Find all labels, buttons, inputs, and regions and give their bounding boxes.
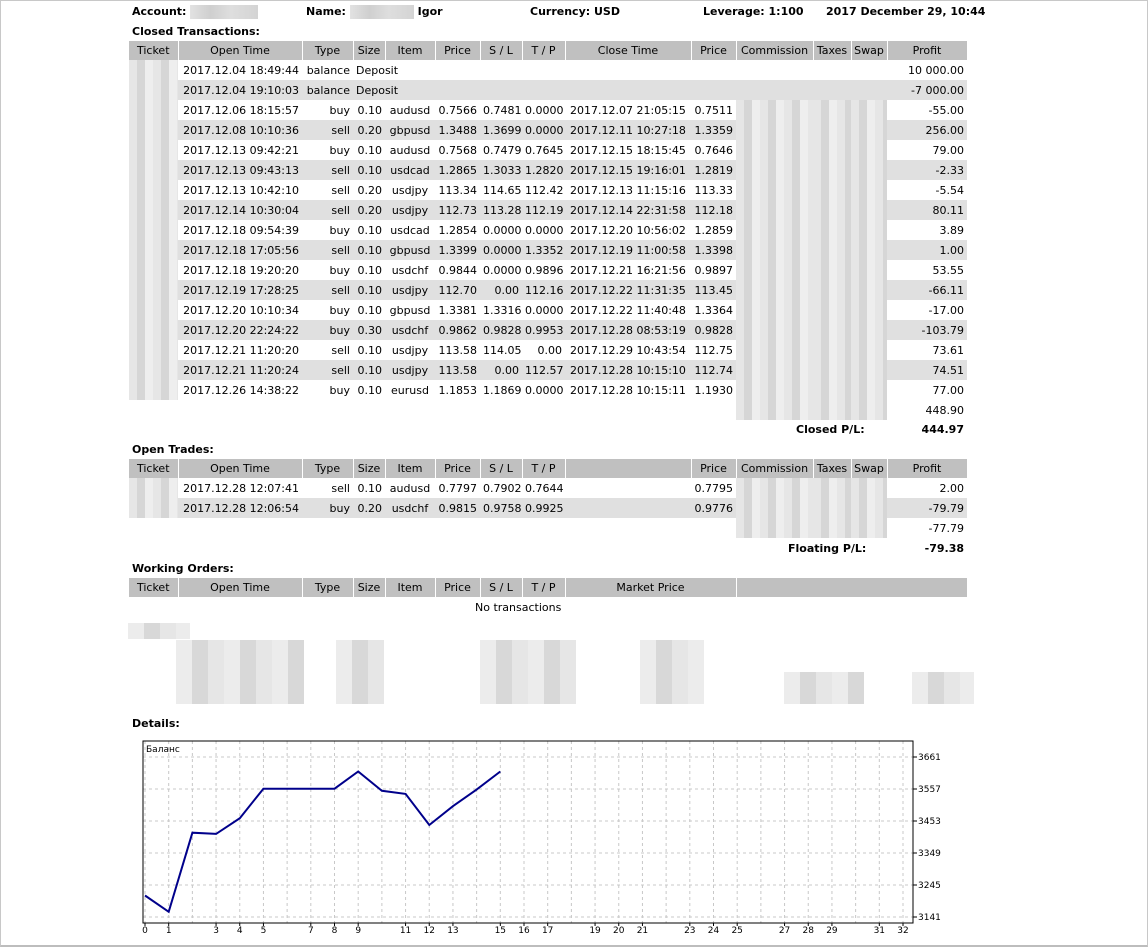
profit: 256.00 — [887, 120, 967, 140]
working-header-col-2: Type — [302, 578, 353, 597]
open-time: 2017.12.18 19:20:20 — [183, 263, 299, 277]
size: 0.10 — [353, 360, 385, 380]
account-label: Account: — [132, 5, 187, 18]
open-header-col-13: Profit — [887, 459, 967, 478]
close-price: 1.3359 — [691, 120, 736, 140]
profit: -2.33 — [887, 160, 967, 180]
item: audusd — [389, 143, 431, 157]
open-header-col-7: T / P — [522, 459, 565, 478]
price: 113.58 — [438, 343, 477, 357]
closed-header-col-0: Ticket — [129, 41, 178, 60]
close-time: 2017.12.29 10:43:54 — [570, 343, 686, 357]
item: usdjpy — [391, 183, 429, 197]
open-header-col-10: Commission — [736, 459, 813, 478]
closed-header-col-10: Commission — [736, 41, 813, 60]
size: 0.20 — [353, 200, 385, 220]
price: 1.3381 — [438, 303, 477, 317]
x-tick-label: 25 — [731, 926, 743, 936]
open-header-col-5: Price — [435, 459, 480, 478]
close-time: 2017.12.20 10:56:02 — [570, 223, 686, 237]
open-header-col-12: Swap — [851, 459, 887, 478]
open-subtotal: -77.79 — [928, 521, 964, 535]
take-profit: 0.0000 — [525, 223, 564, 237]
open-time: 2017.12.13 10:42:10 — [183, 183, 299, 197]
stop-loss: 0.7481 — [483, 103, 522, 117]
working-header-col-4: Item — [385, 578, 435, 597]
profit: 79.00 — [932, 143, 964, 157]
market-price: 0.9776 — [691, 498, 736, 518]
name-value: Igor — [417, 5, 443, 18]
x-tick-label: 7 — [307, 926, 314, 936]
closed-header-col-6: S / L — [480, 41, 522, 60]
open-time: 2017.12.06 18:15:57 — [183, 103, 299, 117]
size: 0.10 — [353, 280, 385, 300]
item: usdchf — [391, 263, 429, 277]
profit: -55.00 — [928, 103, 964, 117]
type: sell — [331, 183, 350, 197]
closed-header-col-1: Open Time — [178, 41, 302, 60]
open-time: 2017.12.18 09:54:39 — [183, 223, 299, 237]
open-time: 2017.12.08 10:10:36 — [178, 120, 302, 140]
x-tick-label: 3 — [213, 926, 219, 936]
take-profit: 112.42 — [525, 183, 564, 197]
size: 0.30 — [353, 320, 385, 340]
x-tick-label: 29 — [826, 926, 838, 936]
chart-title: Баланс — [146, 745, 180, 755]
working-header-col-8: Market Price — [565, 578, 736, 597]
item: usdjpy — [385, 200, 435, 220]
working-header-col-6: S / L — [480, 578, 522, 597]
close-time: 2017.12.22 11:31:35 — [565, 280, 691, 300]
stop-loss: 1.3699 — [480, 120, 522, 140]
open-time: 2017.12.28 12:07:41 — [183, 481, 299, 495]
take-profit: 112.57 — [522, 360, 565, 380]
open-header-col-4: Item — [385, 459, 435, 478]
leverage: Leverage: 1:100 — [703, 5, 804, 18]
take-profit: 1.3352 — [522, 240, 565, 260]
item: usdcad — [385, 160, 435, 180]
close-time: 2017.12.11 10:27:18 — [565, 120, 691, 140]
open-header-col-0: Ticket — [129, 459, 178, 478]
take-profit: 1.2820 — [522, 160, 565, 180]
open-time: 2017.12.19 17:28:25 — [178, 280, 302, 300]
y-tick-label: 3453 — [918, 817, 941, 827]
floating-pl-value: -79.38 — [924, 542, 964, 555]
type: sell — [302, 120, 353, 140]
stop-loss: 114.05 — [483, 343, 522, 357]
type: sell — [302, 240, 353, 260]
closed-pl-value: 444.97 — [921, 423, 964, 436]
profit: -17.00 — [928, 303, 964, 317]
x-tick-label: 21 — [636, 926, 649, 936]
profit: 73.61 — [932, 343, 964, 357]
market-price: 0.7795 — [694, 481, 733, 495]
type: sell — [331, 481, 350, 495]
profit: 53.55 — [932, 263, 964, 277]
working-header-col-1: Open Time — [178, 578, 302, 597]
type: balance — [306, 63, 350, 77]
stop-loss: 1.1869 — [483, 383, 522, 397]
type: sell — [302, 160, 353, 180]
type: buy — [329, 143, 350, 157]
x-tick-label: 19 — [589, 926, 601, 936]
item: audusd — [389, 481, 431, 495]
type: buy — [302, 320, 353, 340]
open-header-col-11: Taxes — [813, 459, 851, 478]
take-profit: 0.0000 — [525, 383, 564, 397]
item: audusd — [389, 103, 431, 117]
floating-pl-label: Floating P/L: — [788, 542, 867, 555]
closed-header-col-4: Item — [385, 41, 435, 60]
type: buy — [329, 263, 350, 277]
price: 0.9815 — [435, 498, 480, 518]
size: 0.10 — [357, 343, 382, 357]
stop-loss: 0.0000 — [483, 223, 522, 237]
type: buy — [329, 383, 350, 397]
x-tick-label: 17 — [541, 926, 554, 936]
profit: 80.11 — [887, 200, 967, 220]
stop-loss: 0.7479 — [483, 143, 522, 157]
x-tick-label: 1 — [165, 926, 172, 936]
take-profit: 0.0000 — [522, 120, 565, 140]
price: 0.9844 — [438, 263, 477, 277]
no-transactions-text: No transactions — [475, 600, 562, 614]
balance-series-line — [145, 772, 500, 912]
x-tick-label: 15 — [494, 926, 507, 936]
y-tick-label: 3349 — [918, 849, 941, 859]
open-header-col-9: Price — [691, 459, 736, 478]
currency: Currency: USD — [530, 5, 620, 18]
open-time: 2017.12.04 19:10:03 — [178, 80, 302, 100]
take-profit: 0.9896 — [525, 263, 564, 277]
x-tick-label: 32 — [897, 926, 909, 936]
y-tick-label: 3141 — [918, 913, 941, 923]
open-time: 2017.12.14 10:30:04 — [178, 200, 302, 220]
open-time: 2017.12.20 22:24:22 — [178, 320, 302, 340]
close-price: 1.3398 — [691, 240, 736, 260]
take-profit: 0.9953 — [522, 320, 565, 340]
closed-header-col-7: T / P — [522, 41, 565, 60]
take-profit: 0.0000 — [525, 303, 564, 317]
open-time: 2017.12.26 14:38:22 — [183, 383, 299, 397]
type: buy — [329, 303, 350, 317]
closed-subtotal: 448.90 — [925, 403, 964, 417]
open-time: 2017.12.04 18:49:44 — [183, 63, 299, 77]
comment: Deposit — [353, 80, 887, 100]
close-time: 2017.12.28 10:15:11 — [570, 383, 686, 397]
open-header-col-6: S / L — [480, 459, 522, 478]
price: 1.3399 — [435, 240, 480, 260]
item: gbpusd — [385, 120, 435, 140]
take-profit: 112.19 — [522, 200, 565, 220]
closed-header-col-3: Size — [353, 41, 385, 60]
working-orders-title: Working Orders: — [132, 562, 234, 575]
type: sell — [331, 343, 350, 357]
take-profit: 0.7644 — [525, 481, 564, 495]
close-time: 2017.12.19 11:00:58 — [565, 240, 691, 260]
profit: 10 000.00 — [908, 63, 964, 77]
stop-loss: 1.3033 — [480, 160, 522, 180]
open-time: 2017.12.13 09:43:13 — [178, 160, 302, 180]
close-time: 2017.12.15 18:15:45 — [570, 143, 686, 157]
take-profit: 112.16 — [522, 280, 565, 300]
item: usdjpy — [385, 360, 435, 380]
report-datetime: 2017 December 29, 10:44 — [826, 5, 986, 18]
price: 0.7797 — [438, 481, 477, 495]
close-time: 2017.12.07 21:05:15 — [570, 103, 686, 117]
take-profit: 0.9925 — [522, 498, 565, 518]
closed-header-col-13: Profit — [887, 41, 967, 60]
x-tick-label: 31 — [873, 926, 886, 936]
close-price: 0.7646 — [694, 143, 733, 157]
size: 0.20 — [353, 498, 385, 518]
closed-header-col-2: Type — [302, 41, 353, 60]
close-price: 0.9828 — [691, 320, 736, 340]
size: 0.10 — [353, 240, 385, 260]
size: 0.10 — [357, 143, 382, 157]
y-tick-label: 3245 — [918, 881, 941, 891]
size: 0.20 — [353, 120, 385, 140]
x-tick-label: 24 — [707, 926, 720, 936]
close-time: 2017.12.28 10:15:10 — [565, 360, 691, 380]
working-header-col-3: Size — [353, 578, 385, 597]
close-time: 2017.12.15 19:16:01 — [565, 160, 691, 180]
open-time: 2017.12.28 12:06:54 — [178, 498, 302, 518]
take-profit: 0.7645 — [525, 143, 564, 157]
item: gbpusd — [385, 240, 435, 260]
type: buy — [329, 223, 350, 237]
size: 0.10 — [357, 263, 382, 277]
open-header-col-1: Open Time — [178, 459, 302, 478]
open-time: 2017.12.20 10:10:34 — [183, 303, 299, 317]
profit: -103.79 — [887, 320, 967, 340]
stop-loss: 0.00 — [480, 360, 522, 380]
open-header-col-2: Type — [302, 459, 353, 478]
close-price: 112.18 — [691, 200, 736, 220]
closed-header-col-12: Swap — [851, 41, 887, 60]
type: sell — [302, 200, 353, 220]
item: usdcad — [390, 223, 430, 237]
close-price: 113.45 — [691, 280, 736, 300]
close-time: 2017.12.13 11:15:16 — [570, 183, 686, 197]
y-tick-label: 3661 — [918, 753, 941, 763]
chart-frame — [143, 741, 913, 923]
price: 112.70 — [435, 280, 480, 300]
item: usdjpy — [391, 343, 429, 357]
profit: 1.00 — [887, 240, 967, 260]
profit: -79.79 — [887, 498, 967, 518]
item: usdjpy — [385, 280, 435, 300]
closed-header-col-8: Close Time — [565, 41, 691, 60]
stop-loss: 113.28 — [480, 200, 522, 220]
price: 112.73 — [435, 200, 480, 220]
item: usdchf — [385, 320, 435, 340]
profit: -66.11 — [887, 280, 967, 300]
price: 113.34 — [438, 183, 477, 197]
closed-header-col-5: Price — [435, 41, 480, 60]
take-profit: 0.0000 — [525, 103, 564, 117]
close-price: 112.75 — [694, 343, 733, 357]
price: 0.9862 — [435, 320, 480, 340]
x-tick-label: 12 — [423, 926, 435, 936]
stop-loss: 0.9758 — [480, 498, 522, 518]
x-tick-label: 11 — [399, 926, 412, 936]
open-time: 2017.12.21 11:20:20 — [183, 343, 299, 357]
price: 1.1853 — [438, 383, 477, 397]
price: 0.7568 — [438, 143, 477, 157]
open-trades-title: Open Trades: — [132, 443, 214, 456]
stop-loss: 0.9828 — [480, 320, 522, 340]
profit: 2.00 — [939, 481, 964, 495]
price: 1.2854 — [438, 223, 477, 237]
stop-loss: 114.65 — [483, 183, 522, 197]
open-time: 2017.12.13 09:42:21 — [183, 143, 299, 157]
stop-loss: 0.7902 — [483, 481, 522, 495]
item: eurusd — [391, 383, 429, 397]
type: sell — [302, 360, 353, 380]
profit: -7 000.00 — [887, 80, 967, 100]
x-tick-label: 4 — [236, 926, 243, 936]
type: balance — [302, 80, 353, 100]
close-price: 1.1930 — [694, 383, 733, 397]
profit: 77.00 — [932, 383, 964, 397]
stop-loss: 0.0000 — [480, 240, 522, 260]
x-tick-label: 9 — [355, 926, 362, 936]
profit: 74.51 — [887, 360, 967, 380]
closed-transactions-title: Closed Transactions: — [132, 25, 260, 38]
stop-loss: 1.3316 — [483, 303, 522, 317]
close-price: 1.2859 — [694, 223, 733, 237]
closed-pl-label: Closed P/L: — [796, 423, 865, 436]
size: 0.10 — [357, 481, 382, 495]
price: 0.7566 — [438, 103, 477, 117]
close-time: 2017.12.22 11:40:48 — [570, 303, 686, 317]
close-price: 113.33 — [694, 183, 733, 197]
working-header-col-0: Ticket — [129, 578, 178, 597]
size: 0.10 — [357, 223, 382, 237]
profit: 3.89 — [939, 223, 964, 237]
x-tick-label: 28 — [802, 926, 814, 936]
price: 1.2865 — [435, 160, 480, 180]
open-time: 2017.12.21 11:20:24 — [178, 360, 302, 380]
x-tick-label: 13 — [447, 926, 459, 936]
x-tick-label: 0 — [142, 926, 148, 936]
close-time: 2017.12.14 22:31:58 — [565, 200, 691, 220]
close-price: 0.9897 — [694, 263, 733, 277]
x-tick-label: 27 — [778, 926, 791, 936]
x-tick-label: 16 — [518, 926, 530, 936]
open-header-col-3: Size — [353, 459, 385, 478]
type: sell — [302, 280, 353, 300]
x-tick-label: 5 — [260, 926, 267, 936]
close-price: 0.7511 — [694, 103, 733, 117]
type: buy — [302, 498, 353, 518]
size: 0.10 — [357, 383, 382, 397]
x-tick-label: 23 — [684, 926, 696, 936]
x-tick-label: 8 — [331, 926, 338, 936]
working-header-col-7: T / P — [522, 578, 565, 597]
close-time: 2017.12.21 16:21:56 — [570, 263, 686, 277]
closed-header-col-9: Price — [691, 41, 736, 60]
price: 113.58 — [435, 360, 480, 380]
working-header-col-5: Price — [435, 578, 480, 597]
details-title: Details: — [132, 717, 180, 730]
y-tick-label: 3557 — [918, 785, 941, 795]
x-tick-label: 20 — [613, 926, 625, 936]
price: 1.3488 — [435, 120, 480, 140]
size: 0.10 — [353, 160, 385, 180]
close-price: 1.3364 — [694, 303, 733, 317]
size: 0.10 — [357, 303, 382, 317]
size: 0.10 — [357, 103, 382, 117]
item: usdchf — [385, 498, 435, 518]
type: buy — [329, 103, 350, 117]
close-price: 1.2819 — [691, 160, 736, 180]
profit: -5.54 — [935, 183, 964, 197]
comment: Deposit — [356, 63, 399, 77]
closed-header-col-11: Taxes — [813, 41, 851, 60]
open-time: 2017.12.18 17:05:56 — [178, 240, 302, 260]
take-profit: 0.00 — [537, 343, 562, 357]
name-label: Name: — [306, 5, 346, 18]
stop-loss: 0.0000 — [483, 263, 522, 277]
close-price: 112.74 — [691, 360, 736, 380]
size: 0.20 — [357, 183, 382, 197]
item: gbpusd — [389, 303, 431, 317]
stop-loss: 0.00 — [480, 280, 522, 300]
close-time: 2017.12.28 08:53:19 — [565, 320, 691, 340]
